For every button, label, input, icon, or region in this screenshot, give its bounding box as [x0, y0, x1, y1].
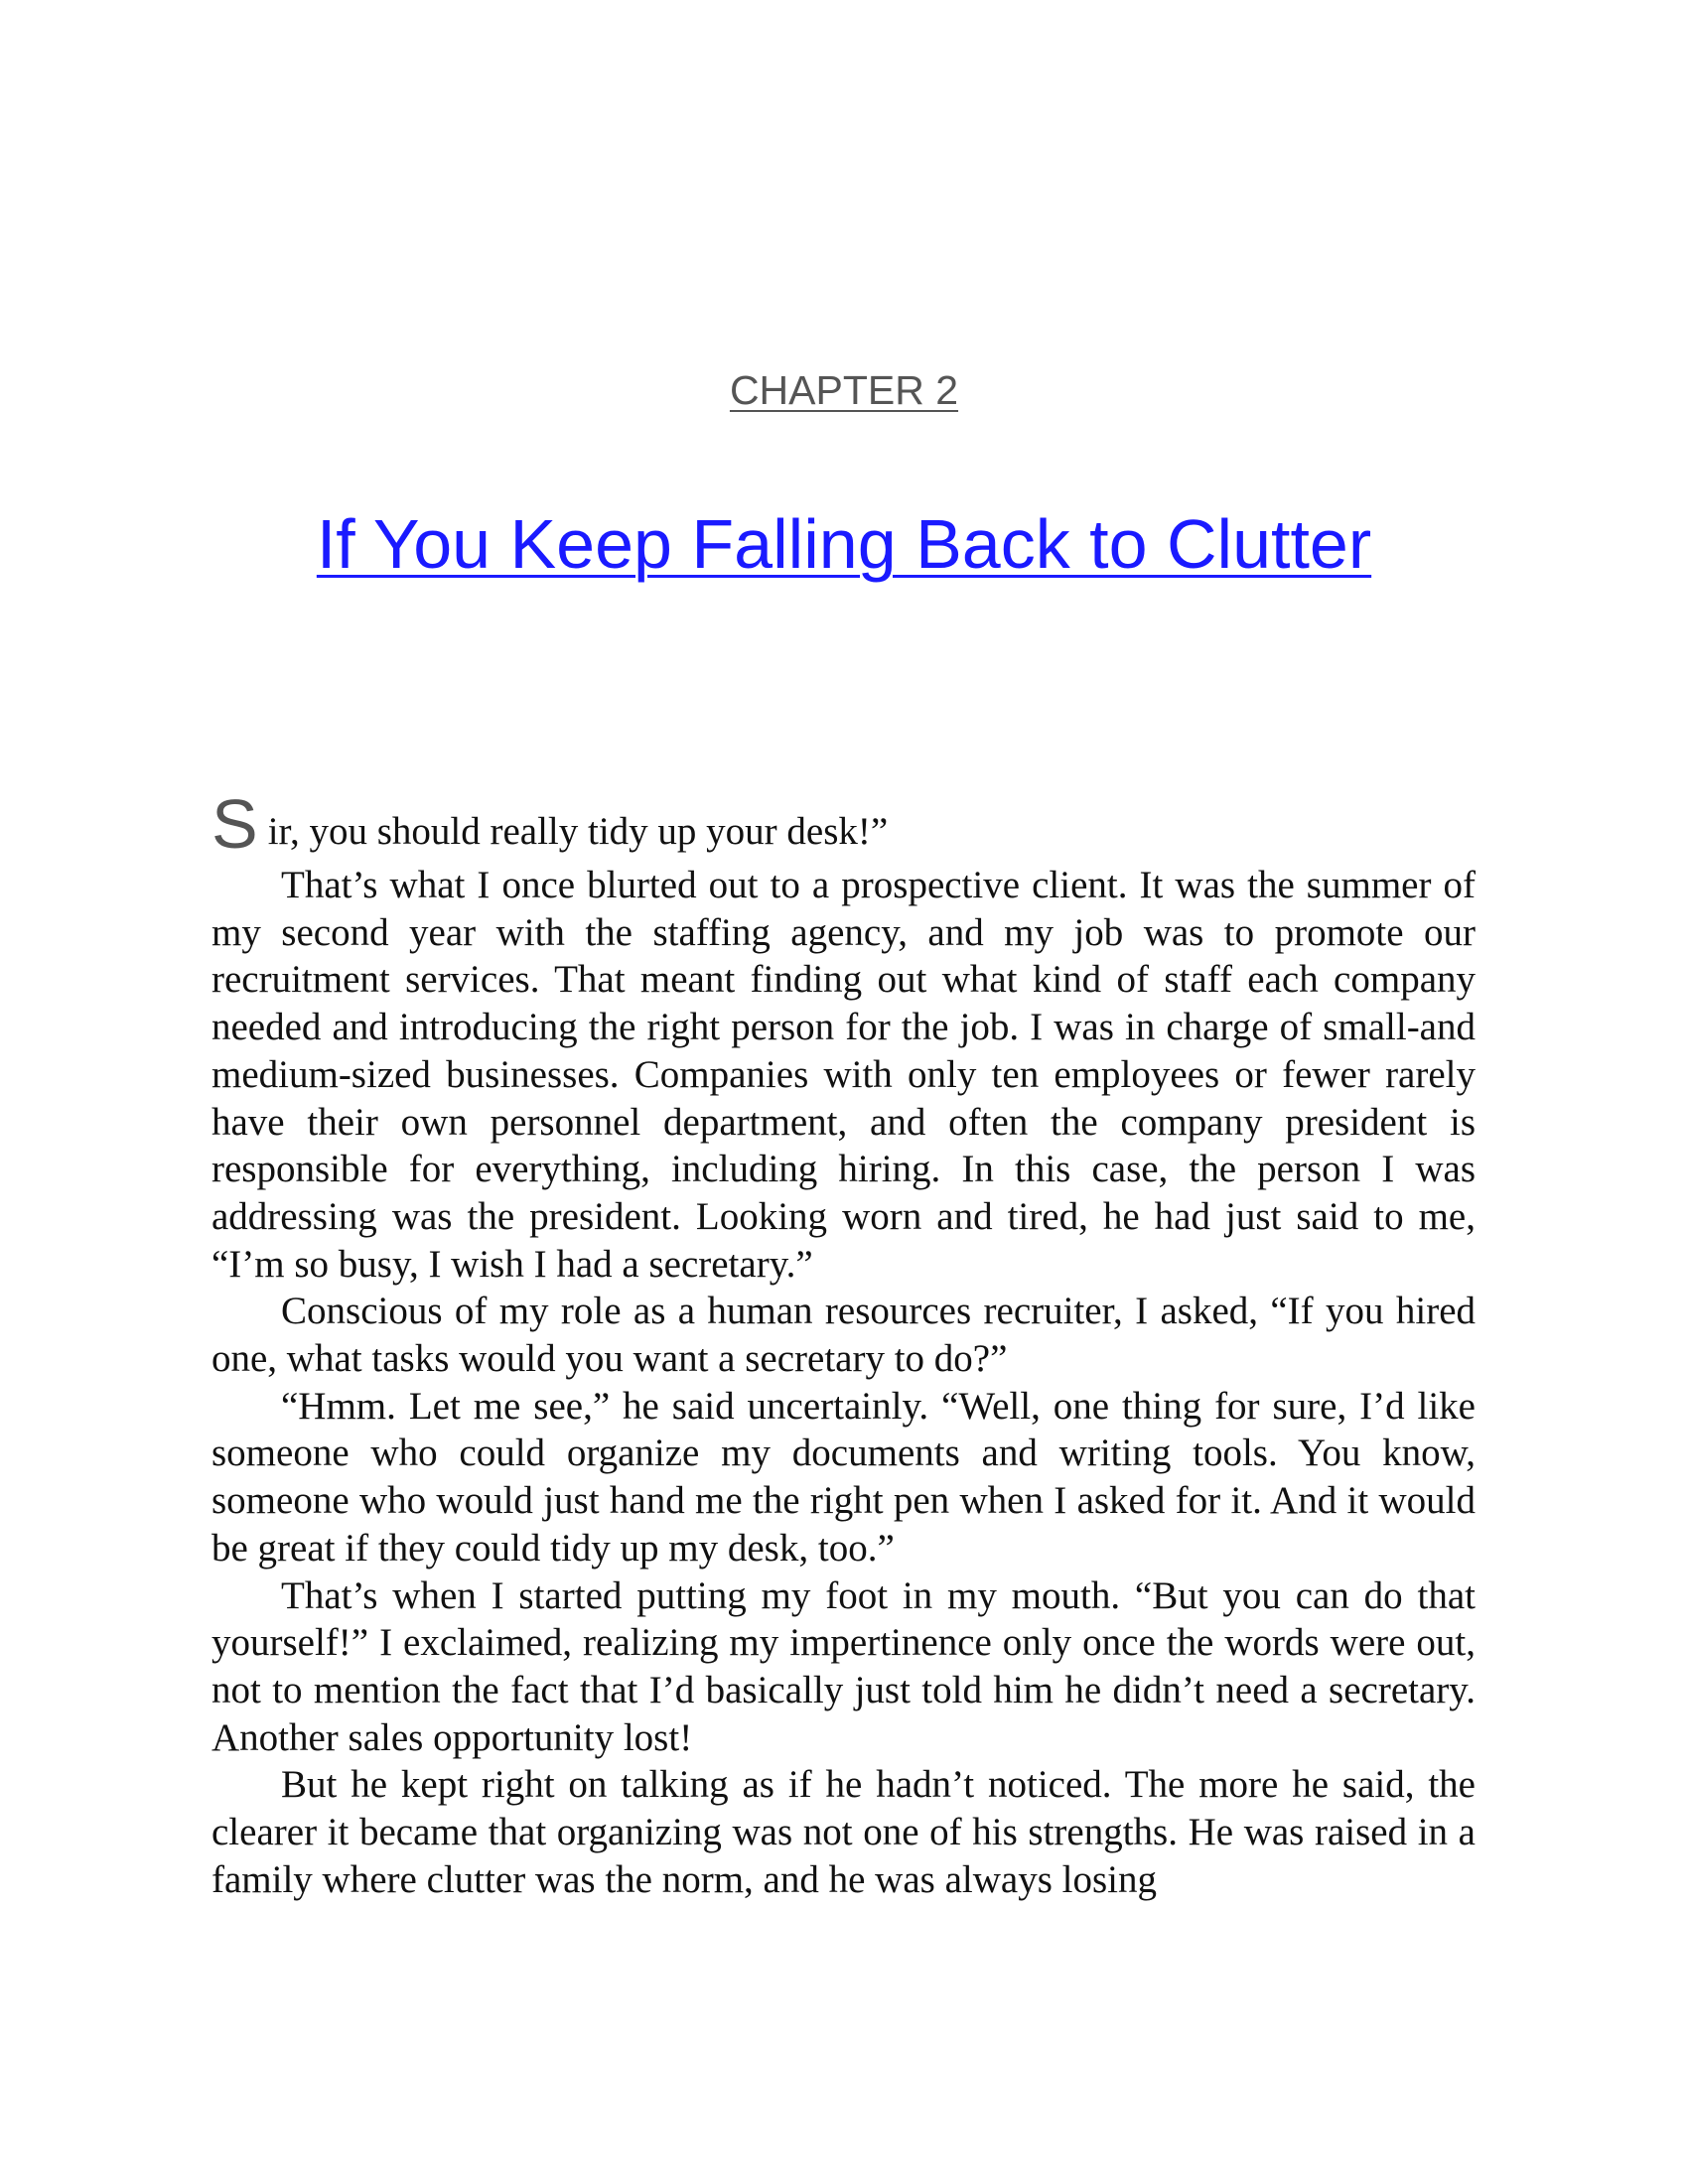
- paragraph: But he kept right on talking as if he hadn’t noticed. The more he said, the clearer it became that organizing was not one of his strengths. He was raised in a family where clutter was the norm, and he was always losing: [211, 1763, 1476, 1901]
- paragraph: Conscious of my role as a human resources recruiter, I asked, “If you hired one, what tasks would you want a secretary to do?”: [211, 1290, 1476, 1381]
- chapter-body: [211, 785, 1476, 1903]
- paragraph: That’s when I started putting my foot in my mouth. “But you can do that yourself!” I exclaimed, realizing my impertinence only once the words were out, not to mention the fact that I’d basically just told him he didn’t need a secretary. Another sales opportunity lost!: [211, 1573, 1476, 1759]
- chapter-title[interactable]: If You Keep Falling Back to Clutter: [316, 505, 1372, 583]
- drop-letter: S: [211, 785, 258, 863]
- opening-text: ir, you should really tidy up your desk!”: [267, 810, 889, 853]
- paragraph: That’s what I once blurted out to a prospective client. It was the summer of my second year with the staffing agency, and my job was to promote our recruitment services. That meant finding out what kind of staff each company needed and introducing the right person for the job. I was in charge of small-and medium-sized businesses. Companies with only ten employees or fewer rarely have their own personnel department, and often the company president is responsible for everything, including hiring. In this case, the person I was addressing was the president. Looking worn and tired, he had just said to me, “I’m so busy, I wish I had a secretary.”: [211, 864, 1476, 1286]
- opening-line: [211, 785, 1476, 863]
- chapter-label[interactable]: CHAPTER 2: [729, 367, 959, 413]
- paragraph: “Hmm. Let me see,” he said uncertainly. “Well, one thing for sure, I’d like someone who could organize my documents and writing tools. You know, someone who would just hand me the right pen when I asked for it. And it would be great if they could tidy up my desk, too.”: [211, 1384, 1476, 1570]
